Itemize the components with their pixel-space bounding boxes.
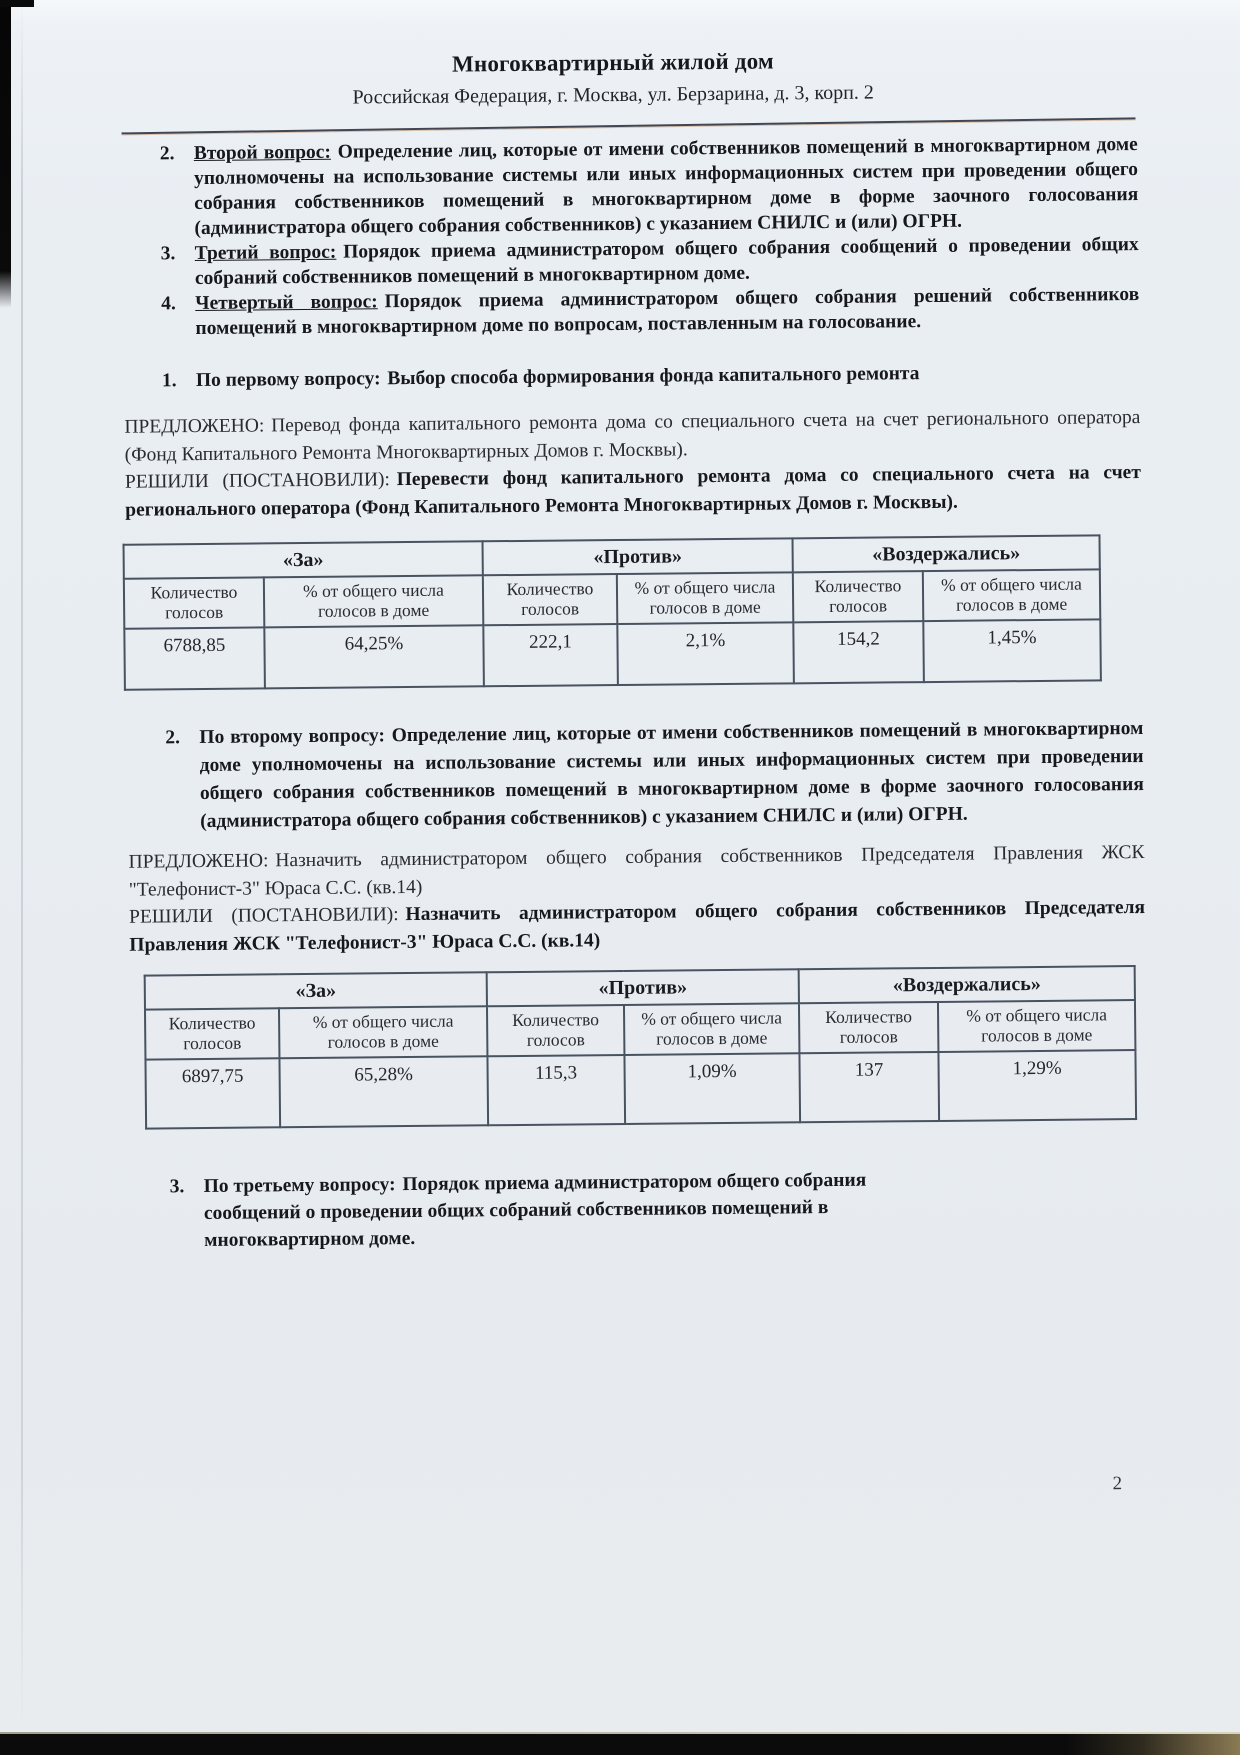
vote-value: 6788,85: [124, 627, 265, 689]
scan-corner-strip: [0, 0, 11, 308]
section-heading-label: По первому вопросу:: [195, 368, 381, 392]
table-row: [124, 619, 1101, 689]
section-1-heading: [124, 358, 1140, 396]
section-3-heading: [132, 1166, 945, 1255]
vote-value: 1,09%: [624, 1053, 800, 1124]
vote-value: 1,45%: [923, 619, 1101, 682]
col-header-count: Количество голосов: [799, 1002, 938, 1053]
paper-edge-line: [21, 0, 23, 1733]
vote-value: 6897,75: [145, 1058, 280, 1128]
vote-value: 137: [799, 1052, 939, 1122]
group-header-za: «За»: [124, 541, 483, 578]
agenda-item-2: [122, 132, 1139, 242]
proposed-label: ПРЕДЛОЖЕНО:: [124, 415, 265, 438]
vote-value: 1,29%: [938, 1050, 1136, 1121]
section-heading-label: По второму вопросу:: [199, 725, 386, 749]
section-number: 3.: [169, 1176, 185, 1198]
agenda-item-number: 3.: [160, 243, 176, 265]
proposed-text: Перевод фонда капитального ремонта дома со специального счета на счет регионального оператора (Фонд Капитального Ремонта Многоквартирных Домов г. Москвы).: [124, 406, 1141, 466]
group-header-vozderzhalis: «Воздержались»: [793, 535, 1100, 572]
vote-value: 115,3: [487, 1055, 625, 1125]
document-subtitle: Российская Федерация, г. Москва, ул. Берзарина, д. 3, корп. 2: [352, 81, 874, 109]
group-header-za: «За»: [145, 972, 487, 1009]
col-header-count: Количество голосов: [145, 1008, 279, 1059]
section-number: 2.: [165, 727, 181, 749]
group-header-vozderzhalis: «Воздержались»: [799, 966, 1135, 1003]
section-heading-label: По третьему вопросу:: [203, 1174, 396, 1198]
agenda-item-number: 4.: [161, 293, 176, 315]
agenda-list: [122, 132, 1140, 342]
resolved-label: РЕШИЛИ (ПОСТАНОВИЛИ):: [124, 469, 390, 493]
col-header-pct: % от общего числа голосов в доме: [923, 569, 1100, 621]
vote-table-1: [123, 534, 1102, 690]
col-header-count: Количество голосов: [483, 574, 617, 625]
col-header-pct: % от общего числа голосов в доме: [264, 575, 483, 627]
agenda-item-text: Определение лиц, которые от имени собственников помещений в многоквартирном доме уполномочены на использование системы или иных информационных систем при проведении общего собрания собственников помещений в многоквартирном доме в форме заочного голосования (администратора общего собрания собственников) с указанием СНИЛС и (или) ОГРН.: [193, 134, 1139, 240]
group-header-protiv: «Против»: [487, 969, 799, 1006]
agenda-item-label: Второй вопрос:: [193, 141, 331, 165]
agenda-item-label: Четвертый вопрос:: [195, 291, 378, 315]
scan-top-light-band: [0, 0, 1240, 26]
section-2-resolved: [129, 894, 1145, 959]
table-row: [145, 1050, 1136, 1129]
agenda-item-label: Третий вопрос:: [194, 241, 337, 265]
scan-corner-nub: [0, 0, 34, 7]
vote-value: 65,28%: [279, 1056, 488, 1127]
agenda-item-text: Порядок приема администратором общего собрания сообщений о проведении общих собраний собственников помещений в многоквартирном доме.: [194, 233, 1139, 290]
section-heading-text: Порядок приема администратором общего собрания сообщений о проведении общих собраний собственников помещений в многоквартирном доме.: [203, 1169, 867, 1252]
section-heading-text: Выбор способа формирования фонда капитального ремонта: [387, 363, 920, 390]
section-heading-text: Определение лиц, которые от имени собственников помещений в многоквартирном доме уполномочены на использование системы или иных информационных систем при проведении общего собрания собственников помещений в многоквартирном доме в форме заочного голосования (администратора общего собрания собственников) с указанием СНИЛС и (или) ОГРН.: [199, 717, 1144, 833]
col-header-count: Количество голосов: [487, 1005, 624, 1056]
section-1-resolved: [125, 459, 1141, 524]
document-title: Многоквартирный жилой дом: [451, 48, 774, 77]
vote-value: 64,25%: [264, 625, 484, 688]
resolved-text: Назначить администратором общего собрания собственников Председателя Правления ЖСК "Телефонист-3" Юраса С.С. (кв.14): [129, 896, 1146, 956]
resolved-text: Перевести фонд капитального ремонта дома со специального счета на счет регионального оператора (Фонд Капитального Ремонта Многоквартирных Домов г. Москвы).: [125, 461, 1141, 521]
resolved-label: РЕШИЛИ (ПОСТАНОВИЛИ):: [129, 904, 399, 928]
col-header-count: Количество голосов: [124, 577, 264, 628]
agenda-item-4: [123, 282, 1139, 342]
col-header-pct: % от общего числа голосов в доме: [279, 1006, 487, 1058]
scan-bottom-band: [0, 1734, 1240, 1755]
section-2-proposed: [128, 839, 1144, 904]
section-1-proposed: [124, 404, 1140, 469]
col-header-count: Количество голосов: [793, 571, 923, 622]
section-number: 1.: [161, 370, 177, 392]
col-header-pct: % от общего числа голосов в доме: [938, 1000, 1135, 1052]
agenda-item-number: 2.: [159, 143, 175, 165]
vote-value: 154,2: [793, 621, 924, 683]
proposed-label: ПРЕДЛОЖЕНО:: [128, 850, 269, 873]
vote-value: 2,1%: [617, 622, 794, 685]
agenda-item-text: Порядок приема администратором общего собрания решений собственников помещений в многоквартирном доме по вопросам, поставленным на голосование.: [195, 283, 1140, 340]
proposed-text: Назначить администратором общего собрания собственников Председателя Правления ЖСК "Телефонист-3" Юраса С.С. (кв.14): [128, 841, 1145, 901]
section-2-heading: [127, 715, 1144, 837]
page-number: 2: [1112, 1473, 1123, 1495]
col-header-pct: % от общего числа голосов в доме: [624, 1003, 799, 1055]
group-header-protiv: «Против»: [483, 538, 793, 575]
vote-value: 222,1: [483, 624, 618, 686]
header-rule: [122, 117, 1136, 134]
vote-table-2: [144, 965, 1137, 1130]
col-header-pct: % от общего числа голосов в доме: [617, 572, 793, 624]
